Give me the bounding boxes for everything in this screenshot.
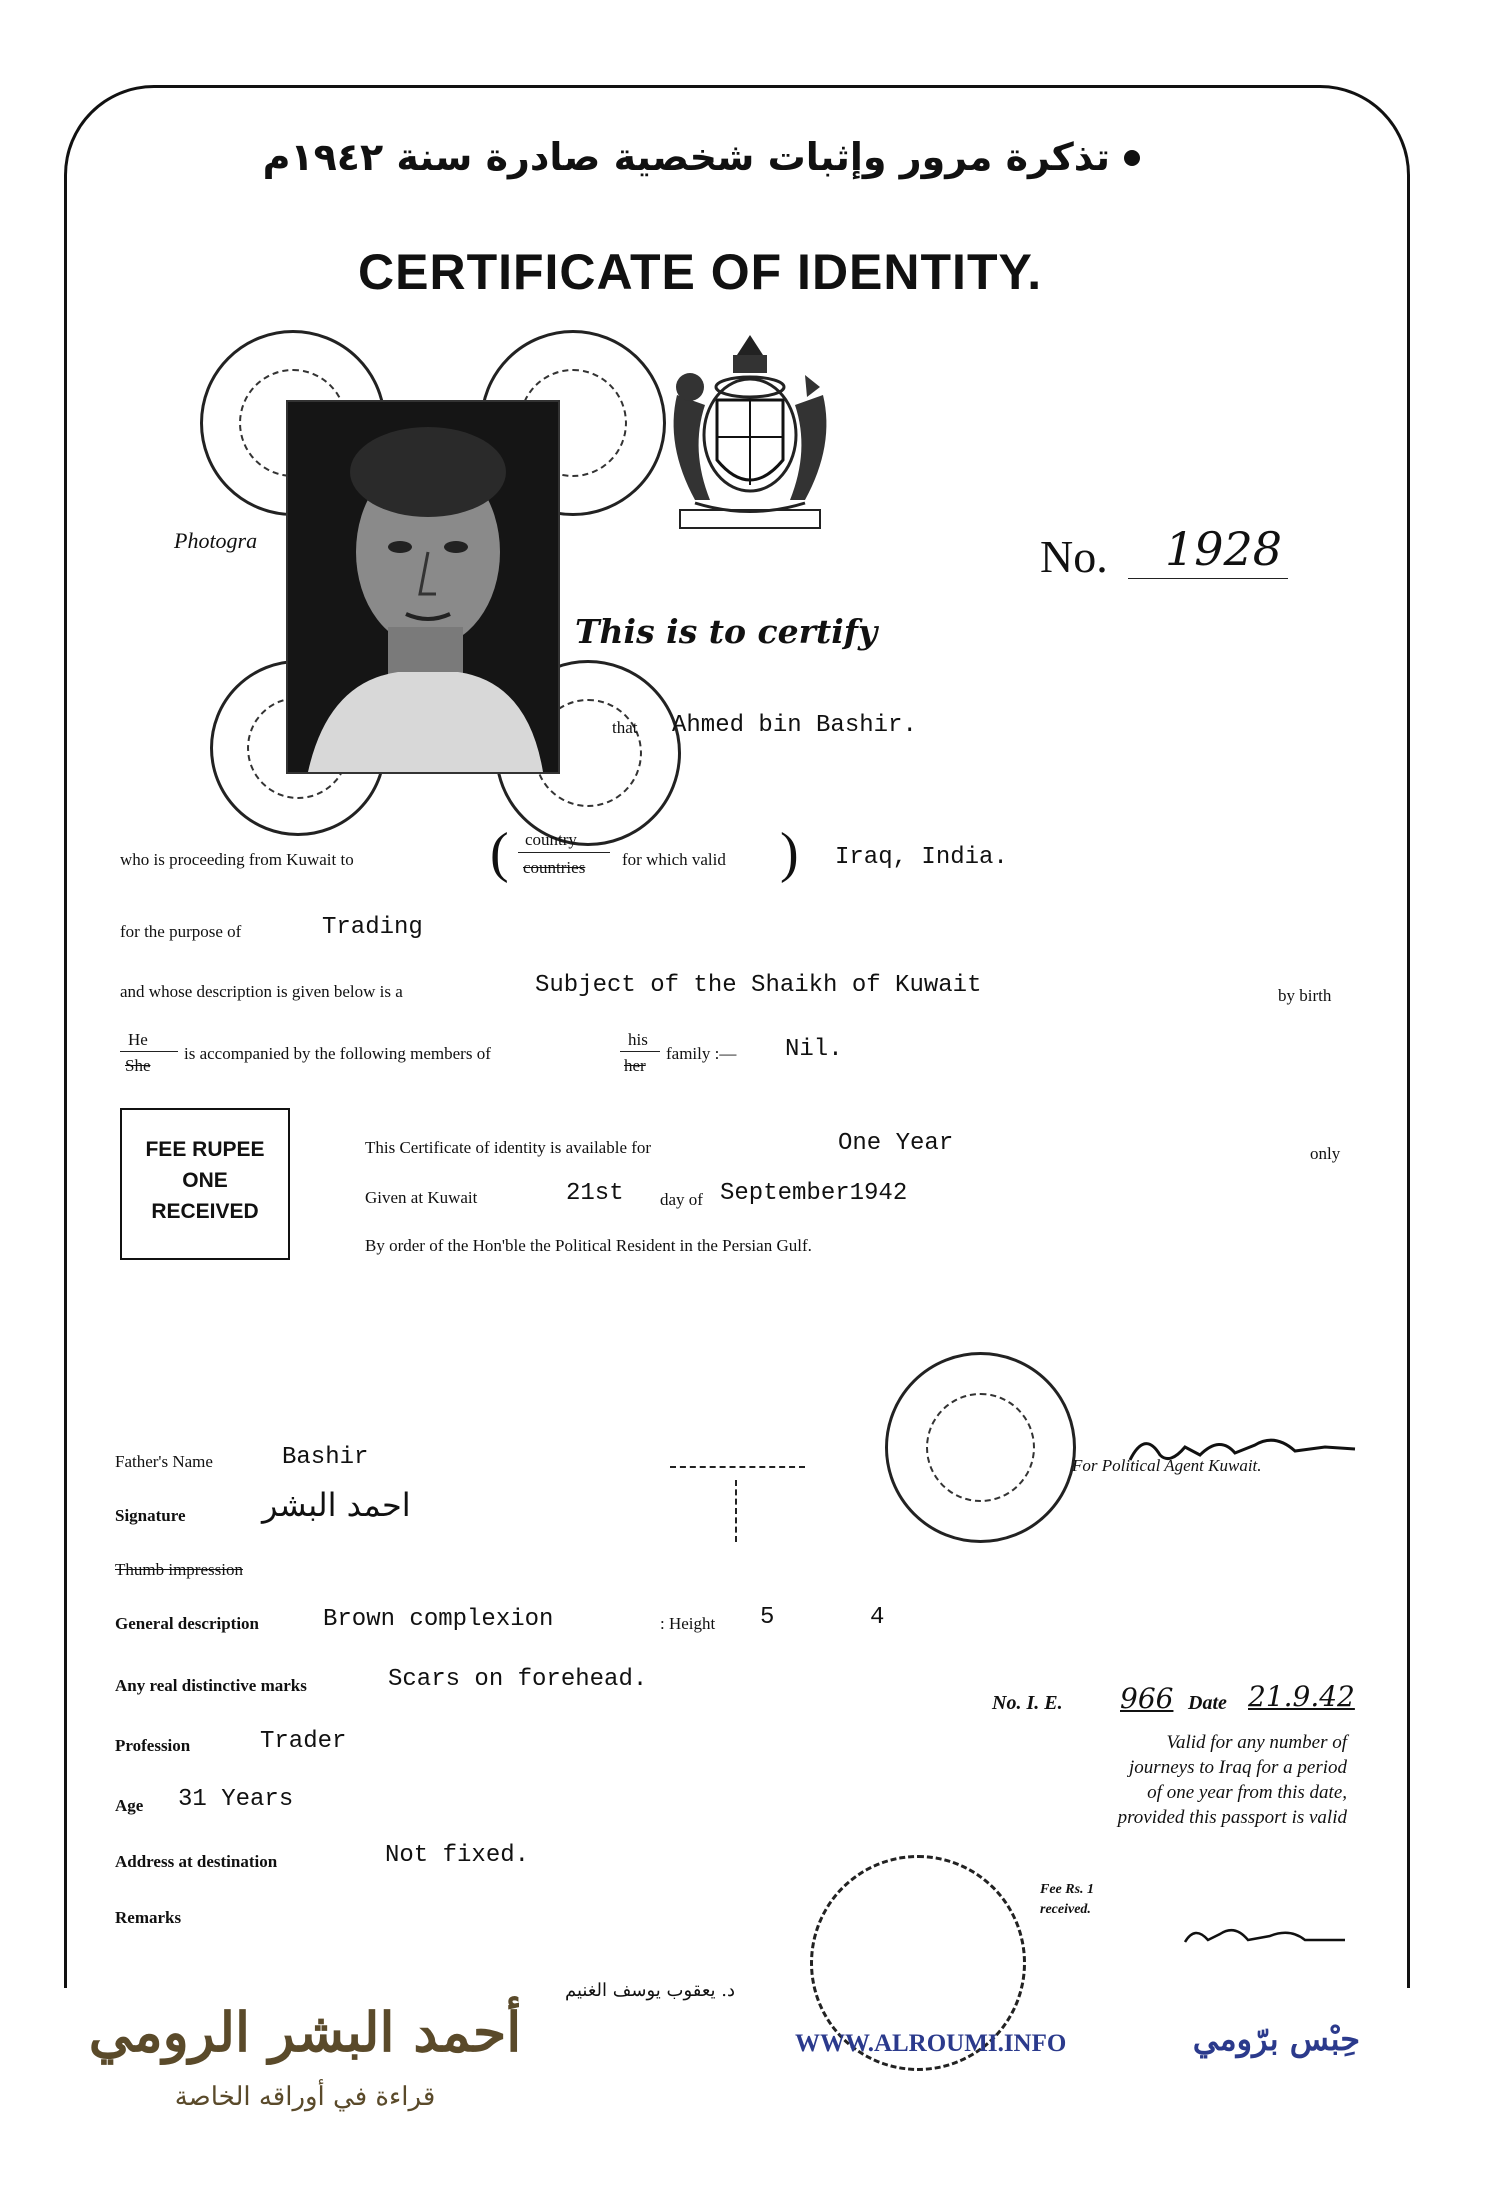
description-label: and whose description is given below is a [120, 982, 403, 1001]
remarks-label: Remarks [115, 1908, 182, 1927]
endorsement-text [992, 1730, 1347, 1830]
accompanied-label: is accompanied by the following members of [184, 1044, 491, 1063]
only-label: only [1310, 1144, 1341, 1163]
certificate-number-value: 1928 [1165, 522, 1283, 576]
fathers-name-value: Bashir [282, 1444, 369, 1471]
family-label: family :— [666, 1044, 737, 1063]
book-title: أحمد البشر الرومي [88, 2000, 522, 2064]
proceeding-label: who is proceeding from Kuwait to [120, 850, 354, 869]
endorsement-signature [1180, 1920, 1350, 1950]
arabic-heading: تذكرة مرور وإثبات شخصية صادرة سنة ١٩٤٢م [262, 135, 1110, 179]
book-subtitle: قراءة في أوراقه الخاصة [174, 2082, 436, 2112]
he-option: He [128, 1030, 148, 1049]
valid-for-label: for which valid [622, 850, 726, 869]
by-birth-label: by birth [1278, 986, 1332, 1005]
certificate-number-underline [1128, 578, 1288, 579]
site-name-arabic: حِبْس برّومي [1192, 2020, 1360, 2058]
endorsement-date-label: Date [1188, 1692, 1227, 1714]
destinations-value: Iraq, India. [835, 844, 1008, 871]
her-option: her [624, 1056, 646, 1075]
endorsement-line-4: provided this passport is valid [1117, 1807, 1347, 1828]
subject-value: Subject of the Shaikh of Kuwait [535, 972, 982, 999]
day-of-label: day of [660, 1190, 703, 1209]
endorsement-line-3: of one year from this date, [1147, 1782, 1347, 1803]
holder-name: Ahmed bin Bashir. [672, 712, 917, 739]
fee-small-line-1: Fee Rs. 1 [1040, 1882, 1095, 1897]
order-statement: By order of the Hon'ble the Political Resident in the Persian Gulf. [365, 1236, 812, 1255]
purpose-value: Trading [322, 914, 423, 941]
country-bracket-right: ) [780, 822, 799, 884]
political-agent-kuwait-seal [885, 1352, 1076, 1543]
country-option: country [525, 830, 577, 849]
fee-received-box [120, 1108, 290, 1260]
fathers-name-label: Father's Name [115, 1452, 213, 1471]
given-at-label: Given at Kuwait [365, 1188, 478, 1207]
age-value: 31 Years [178, 1786, 294, 1813]
she-option: She [125, 1056, 151, 1075]
fee-line-2: ONE [182, 1169, 228, 1192]
age-label: Age [115, 1796, 144, 1815]
holder-signature-arabic: احمد البشر [262, 1486, 411, 1524]
for-political-agent-label: For Political Agent Kuwait. [1072, 1456, 1262, 1475]
certify-statement: This is to certify [575, 612, 878, 651]
given-month-year: September1942 [720, 1180, 908, 1207]
form-fold-mark [670, 1466, 805, 1468]
distinctive-marks-value: Scars on forehead. [388, 1666, 648, 1693]
endorsement-line-1: Valid for any number of [1166, 1732, 1347, 1753]
address-value: Not fixed. [385, 1842, 530, 1869]
countries-option: countries [523, 858, 586, 877]
general-description-value: Brown complexion [323, 1606, 554, 1633]
website-link[interactable]: WWW.ALROUMI.INFO [795, 2030, 1067, 2057]
fee-line-1: FEE RUPEE [145, 1138, 265, 1161]
fee-line-3: RECEIVED [151, 1200, 259, 1223]
author-credit: د. يعقوب يوسف الغنيم [565, 1980, 735, 2001]
holder-portrait-photo [286, 400, 560, 774]
he-she-divider [120, 1051, 178, 1052]
certificate-title: CERTIFICATE OF IDENTITY. [358, 244, 1043, 300]
portrait-silhouette [288, 402, 558, 772]
endorsement-line-2: journeys to Iraq for a period [1129, 1757, 1347, 1778]
country-bracket-left: ( [490, 822, 509, 884]
country-divider [518, 852, 610, 853]
profession-label: Profession [115, 1736, 191, 1755]
his-her-divider [620, 1051, 660, 1052]
endorsement-number-label: No. I. E. [992, 1692, 1063, 1714]
certificate-number-label: No. [1040, 531, 1108, 582]
fee-small-line-2: received. [1040, 1902, 1091, 1917]
distinctive-marks-label: Any real distinctive marks [115, 1676, 307, 1695]
general-description-label: General description [115, 1614, 260, 1633]
available-value: One Year [838, 1130, 954, 1157]
height-label: : Height [660, 1614, 716, 1633]
purpose-label: for the purpose of [120, 922, 242, 941]
family-value: Nil. [785, 1036, 843, 1063]
form-fold-mark-vertical [735, 1480, 737, 1542]
thumb-impression-label: Thumb impression [115, 1560, 243, 1579]
available-label: This Certificate of identity is available for [365, 1138, 652, 1157]
endorsement-number-value: 966 [1120, 1682, 1174, 1715]
profession-value: Trader [260, 1728, 347, 1755]
height-inches: 4 [870, 1604, 885, 1631]
address-label: Address at destination [115, 1852, 278, 1871]
signature-label: Signature [115, 1506, 186, 1525]
royal-coat-of-arms [655, 325, 845, 550]
arabic-heading-bullet [1124, 150, 1140, 166]
photograph-label: Photogra [174, 528, 258, 553]
given-day: 21st [566, 1180, 624, 1207]
that-label: that [612, 718, 638, 737]
height-feet: 5 [760, 1604, 775, 1631]
his-option: his [628, 1030, 648, 1049]
endorsement-date-value: 21.9.42 [1248, 1680, 1355, 1713]
